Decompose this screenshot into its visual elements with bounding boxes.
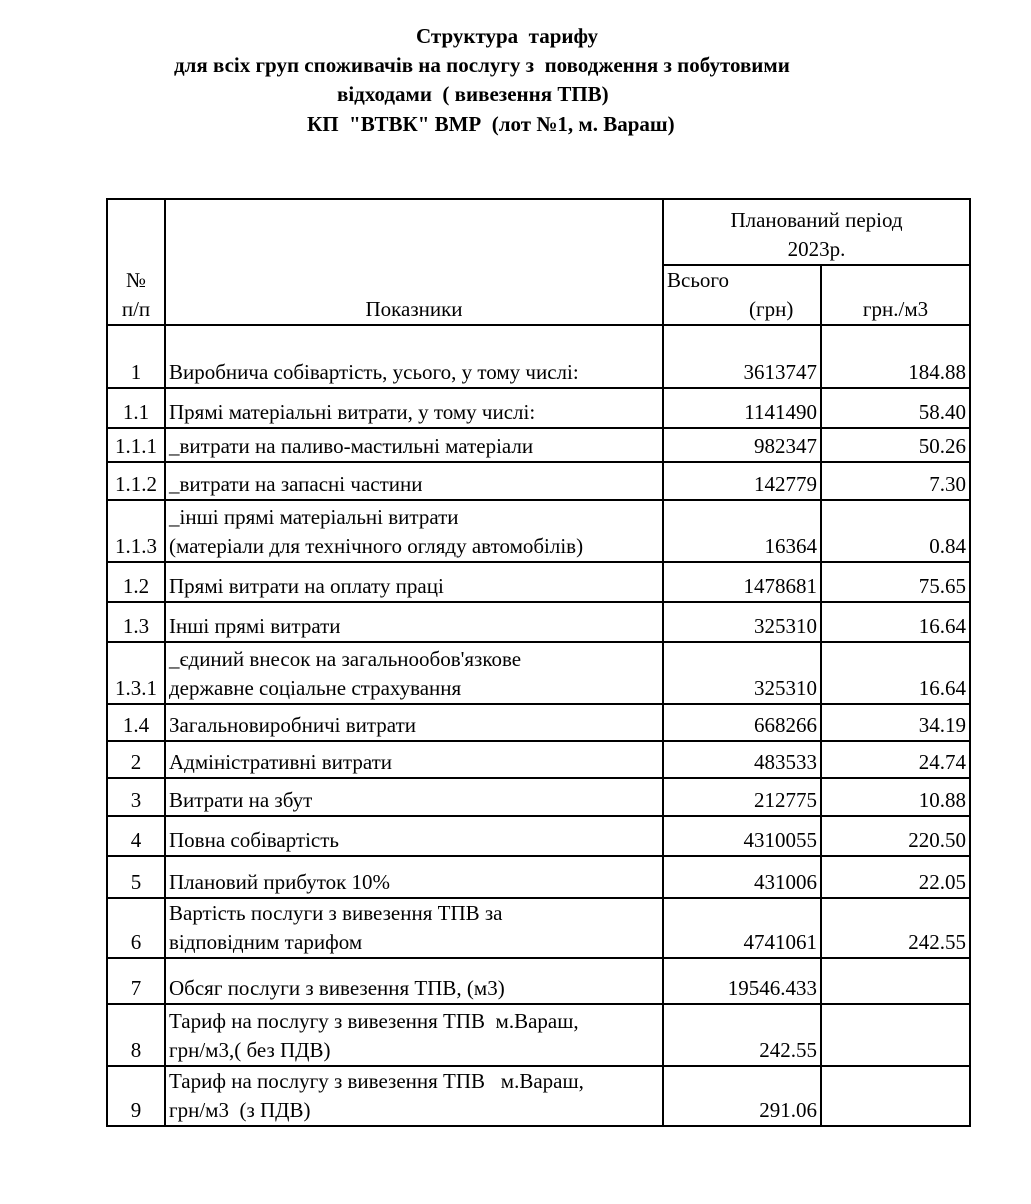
row-indicator: Вартість послуги з вивезення ТПВ за відповідним тарифом — [165, 898, 663, 958]
row-total-uah: 483533 — [663, 741, 821, 778]
row-uah-per-m3: 34.19 — [821, 704, 970, 741]
table-row — [107, 428, 970, 462]
header-total — [663, 265, 821, 325]
row-indicator: Загальновиробничі витрати — [165, 704, 663, 741]
header-per-unit: грн./м3 — [821, 265, 970, 325]
row-indicator: Виробнича собівартість, усього, у тому числі: — [165, 325, 663, 388]
row-number: 1.1.1 — [107, 428, 165, 462]
row-total-uah: 4741061 — [663, 898, 821, 958]
row-uah-per-m3: 242.55 — [821, 898, 970, 958]
table-row — [107, 898, 970, 958]
table-row — [107, 325, 970, 388]
header-number-abbr: п/п — [121, 297, 151, 321]
row-number: 1.1.2 — [107, 462, 165, 500]
row-number: 1.1.3 — [107, 500, 165, 562]
row-uah-per-m3: 50.26 — [821, 428, 970, 462]
title-line-1: Структура тарифу — [416, 24, 599, 48]
table-row — [107, 500, 970, 562]
header-period-year: 2023р. — [787, 237, 846, 261]
row-indicator: Адміністративні витрати — [165, 741, 663, 778]
row-uah-per-m3: 16.64 — [821, 642, 970, 704]
row-uah-per-m3: 10.88 — [821, 778, 970, 816]
table-row — [107, 778, 970, 816]
header-row-1 — [107, 199, 970, 265]
row-indicator: Прямі витрати на оплату праці — [165, 562, 663, 602]
row-total-uah: 1478681 — [663, 562, 821, 602]
row-uah-per-m3: 0.84 — [821, 500, 970, 562]
row-indicator: _витрати на запасні частини — [165, 462, 663, 500]
header-total-unit: (грн) — [749, 297, 794, 321]
row-number: 1.3 — [107, 602, 165, 642]
row-number: 2 — [107, 741, 165, 778]
row-uah-per-m3: 7.30 — [821, 462, 970, 500]
row-number: 5 — [107, 856, 165, 898]
row-uah-per-m3 — [821, 1004, 970, 1066]
row-total-uah: 19546.433 — [663, 958, 821, 1004]
header-period-label: Планований період — [730, 208, 903, 232]
row-number: 9 — [107, 1066, 165, 1126]
row-total-uah: 668266 — [663, 704, 821, 741]
table-body — [107, 325, 970, 1126]
row-uah-per-m3: 24.74 — [821, 741, 970, 778]
row-indicator: Обсяг послуги з вивезення ТПВ, (м3) — [165, 958, 663, 1004]
row-indicator: _інші прямі матеріальні витрати (матеріали для технічного огляду автомобілів) — [165, 500, 663, 562]
table-row — [107, 642, 970, 704]
table-row — [107, 741, 970, 778]
row-number: 3 — [107, 778, 165, 816]
row-indicator: Тариф на послугу з вивезення ТПВ м.Вараш, грн/м3 (з ПДВ) — [165, 1066, 663, 1126]
row-uah-per-m3 — [821, 1066, 970, 1126]
table-row — [107, 602, 970, 642]
row-number: 6 — [107, 898, 165, 958]
row-total-uah: 291.06 — [663, 1066, 821, 1126]
row-uah-per-m3: 220.50 — [821, 816, 970, 856]
row-uah-per-m3: 22.05 — [821, 856, 970, 898]
row-uah-per-m3: 184.88 — [821, 325, 970, 388]
table-row — [107, 462, 970, 500]
header-planned-period — [663, 199, 970, 265]
row-number: 4 — [107, 816, 165, 856]
row-number: 1.3.1 — [107, 642, 165, 704]
row-uah-per-m3: 16.64 — [821, 602, 970, 642]
tariff-table — [106, 198, 971, 1127]
header-total-label: Всього — [667, 268, 729, 292]
row-indicator: _єдиний внесок на загальнообов'язкове державне соціальне страхування — [165, 642, 663, 704]
header-number-symbol: № — [125, 268, 147, 292]
row-indicator: Тариф на послугу з вивезення ТПВ м.Вараш, грн/м3,( без ПДВ) — [165, 1004, 663, 1066]
row-total-uah: 1141490 — [663, 388, 821, 428]
row-total-uah: 242.55 — [663, 1004, 821, 1066]
table-row — [107, 1066, 970, 1126]
header-indicators: Показники — [165, 199, 663, 325]
title-line-4: КП "ВТВК" ВМР (лот №1, м. Вараш) — [307, 112, 675, 136]
table-row — [107, 856, 970, 898]
row-uah-per-m3: 58.40 — [821, 388, 970, 428]
row-total-uah: 16364 — [663, 500, 821, 562]
row-total-uah: 212775 — [663, 778, 821, 816]
row-total-uah: 4310055 — [663, 816, 821, 856]
row-total-uah: 3613747 — [663, 325, 821, 388]
row-total-uah: 142779 — [663, 462, 821, 500]
title-line-2: для всіх груп споживачів на послугу з поводження з побутовими — [174, 53, 790, 77]
table-row — [107, 388, 970, 428]
row-number: 1.1 — [107, 388, 165, 428]
row-indicator: Повна собівартість — [165, 816, 663, 856]
table-row — [107, 562, 970, 602]
table-row — [107, 704, 970, 741]
row-indicator: Прямі матеріальні витрати, у тому числі: — [165, 388, 663, 428]
row-indicator: Плановий прибуток 10% — [165, 856, 663, 898]
header-number — [107, 199, 165, 325]
row-uah-per-m3: 75.65 — [821, 562, 970, 602]
row-number: 1.4 — [107, 704, 165, 741]
table-row — [107, 1004, 970, 1066]
row-uah-per-m3 — [821, 958, 970, 1004]
title-line-3: відходами ( вивезення ТПВ) — [337, 82, 609, 106]
table-row — [107, 816, 970, 856]
row-number: 1 — [107, 325, 165, 388]
row-number: 1.2 — [107, 562, 165, 602]
table-row — [107, 958, 970, 1004]
row-indicator: _витрати на паливо-мастильні матеріали — [165, 428, 663, 462]
row-number: 7 — [107, 958, 165, 1004]
row-total-uah: 982347 — [663, 428, 821, 462]
row-total-uah: 325310 — [663, 642, 821, 704]
row-indicator: Інші прямі витрати — [165, 602, 663, 642]
row-total-uah: 431006 — [663, 856, 821, 898]
row-number: 8 — [107, 1004, 165, 1066]
row-indicator: Витрати на збут — [165, 778, 663, 816]
row-total-uah: 325310 — [663, 602, 821, 642]
